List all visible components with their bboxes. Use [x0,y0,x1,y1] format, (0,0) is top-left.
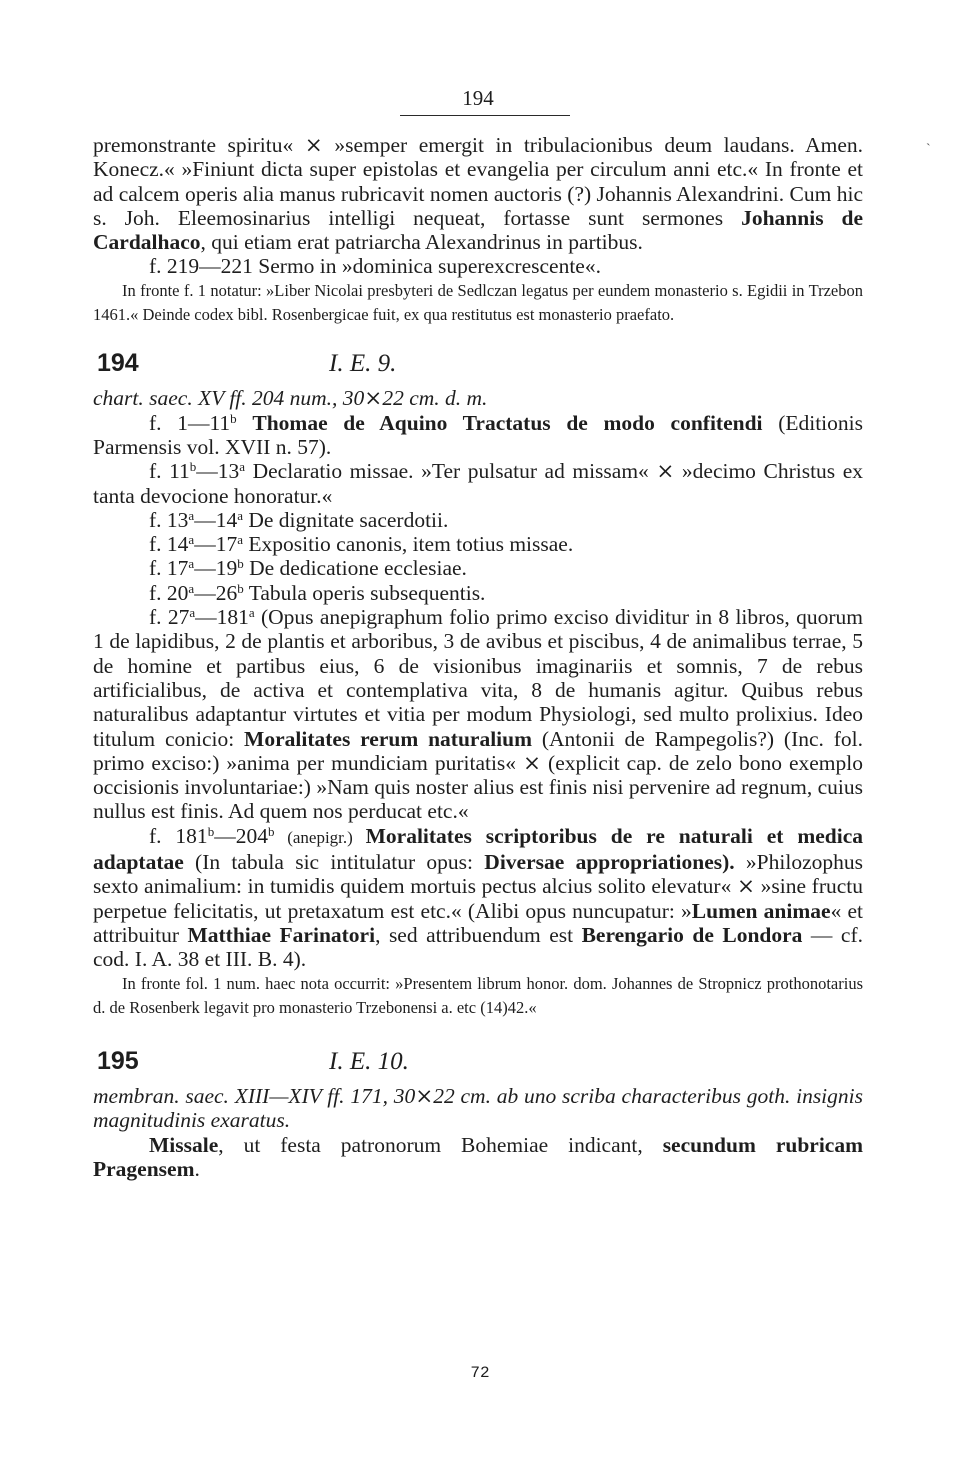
shelf-mark: I. E. 10. [329,1048,409,1076]
folio-item: f. 14$^a$—17$^a$ Expositio canonis, item totius missae. [149,532,574,557]
folio-item: f. 20$^a$—26$^b$ Tabula operis subsequentis. [149,580,486,605]
entry-194-note: In fronte fol. 1 num. haec nota occurrit: »Presentem librum honor. dom. Johannes de Stropnicz prothonotarius d. de Rosenberk legavit pro monasterio Trzebonensi a. etc (14)42.« [93,973,863,1017]
entry-number: 195 [97,1047,139,1076]
intro-paragraph: premonstrante spiritu« ⨯ »semper emergit in tribulacionibus deum laudans. Amen. Konecz.« »Finiunt dicta super epistolas et evangelia per circulum anni etc.« In fronte et ad calcem operis alia manus rubricavit nomen auctoris (?) Johannis Alexandrini. Cum hic s. Joh. Eleemosinarius intelligi nequeat, fortasse sunt sermones Johannis de Cardalhaco, qui etiam erat patriarcha Alexandrinus in partibus. [93,133,863,255]
page-body [93,86,863,1181]
margin-mark: ` [926,142,931,157]
footer-number: 72 [470,1364,490,1382]
folio-item: f. 13$^a$—14$^a$ De dignitate sacerdotii. [149,507,449,532]
intro-folio-line: f. 219—221 Sermo in »dominica superexcrescente«. [149,254,601,279]
entry-194-heading [93,349,863,378]
folio-item: f. 181$^b$—204$^b$ (anepigr.) Moralitates scriptoribus de re naturali et medica adaptatae (In tabula sic intitulatur opus: Diversae appropriationes). »Philozophus sexto animalium: in tumidis quidem mortuis pectus alcius solito elevatur« ⨯ »sine fructu perpetue felicitatis, ut pretaxatum est etc.« (Alibi opus nuncupatur: »Lumen animae« et attribuitur Matthiae Farinatori, sed attribuendum est Berengario de Londora — cf. cod. I. A. 38 et III. B. 4). [93,823,863,972]
header-rule [400,115,570,116]
previous-entry-continuation [93,133,863,327]
entry-number: 194 [97,349,139,378]
intro-provenance-note: In fronte f. 1 notatur: »Liber Nicolai presbyteri de Sedlczan legatus per eundem monasterio s. Egidii in Trzebon 1461.« Deinde codex bibl. Rosenbergicae fuit, ex qua restitutus est monasterio praefato. [93,280,863,325]
folio-item: f. 27$^a$—181$^a$ (Opus anepigraphum folio primo exciso dividitur in 8 libros, quorum 1 de lapidibus, 2 de plantis et arboribus, 3 de avibus et piscibus, 4 de animalibus terrae, 5 de homine et partibus eius, 6 de visionibus imaginariis et somnis, 7 de rebus artificialibus, de activa et contemplativa vita, 8 de humanis agitur. Quibus rebus naturalibus adaptantur virtutes et vitia per modum Physiologi, sed multo prolixius. Ideo titulum conicio: Moralitates rerum naturalium (Antonii de Rampegolis?) (Inc. fol. primo exciso:) »anima per mundiciam puritatis« ⨯ (explicit cap. de zelo bono exemplo occisionis involuntariae:) »Nam quis noster alius est finis nisi pervenire ad regnum, cuius nullus est finis. Ad quem nos perducat etc.« [93,605,863,824]
running-header [93,86,863,116]
shelf-mark: I. E. 9. [329,350,397,378]
folio-item: f. 1—11$^b$ Thomae de Aquino Tractatus de modo confitendi (Editionis Parmensis vol. XVII n. 57). [93,410,863,459]
folio-item: f. 17$^a$—19$^b$ De dedicatione ecclesiae. [149,556,467,581]
entry-195-heading [93,1047,863,1076]
page-number: 194 [462,86,494,110]
entry-195-description: membran. saec. XIII—XIV ff. 171, 30⨯22 cm. ab uno scriba characteribus goth. insignis magnitudinis exaratus. [93,1084,863,1133]
entry-195-text: Missale, ut festa patronorum Bohemiae indicant, secundum rubricam Pragensem. [93,1132,863,1181]
folio-item: f. 11$^b$—13$^a$ Declaratio missae. »Ter pulsatur ad missam« ⨯ »decimo Christus ex tanta devocione honoratur.« [93,459,863,508]
entry-194-description: chart. saec. XV ff. 204 num., 30⨯22 cm. d. m. [93,386,488,411]
